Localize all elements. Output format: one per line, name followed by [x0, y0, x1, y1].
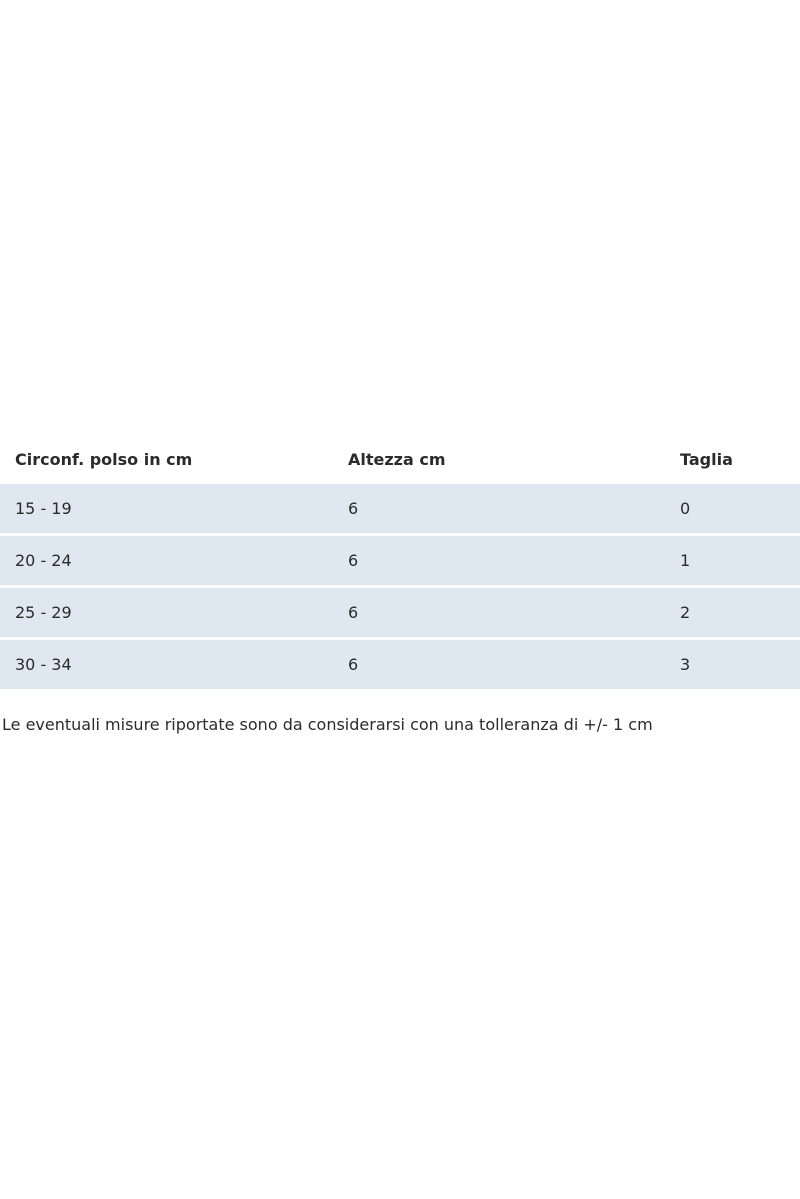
table-header-row — [0, 432, 800, 484]
table-row — [0, 536, 800, 585]
cell-height: 6 — [348, 499, 359, 518]
table-row — [0, 640, 800, 689]
cell-height: 6 — [348, 655, 359, 674]
header-height: Altezza cm — [348, 449, 446, 469]
cell-size: 3 — [680, 655, 691, 674]
header-size: Taglia — [680, 449, 733, 469]
cell-wrist-circumference: 25 - 29 — [15, 603, 72, 622]
tolerance-note: Le eventuali misure riportate sono da considerarsi con una tolleranza di +/- 1 cm — [2, 715, 653, 734]
cell-size: 2 — [680, 603, 691, 622]
table-row — [0, 588, 800, 637]
table-body — [0, 484, 800, 689]
cell-size: 0 — [680, 499, 691, 518]
cell-height: 6 — [348, 551, 359, 570]
table-row — [0, 484, 800, 533]
cell-wrist-circumference: 30 - 34 — [15, 655, 72, 674]
size-table — [0, 432, 800, 689]
cell-size: 1 — [680, 551, 691, 570]
cell-wrist-circumference: 15 - 19 — [15, 499, 72, 518]
cell-height: 6 — [348, 603, 359, 622]
header-wrist-circumference: Circonf. polso in cm — [15, 449, 193, 469]
cell-wrist-circumference: 20 - 24 — [15, 551, 72, 570]
